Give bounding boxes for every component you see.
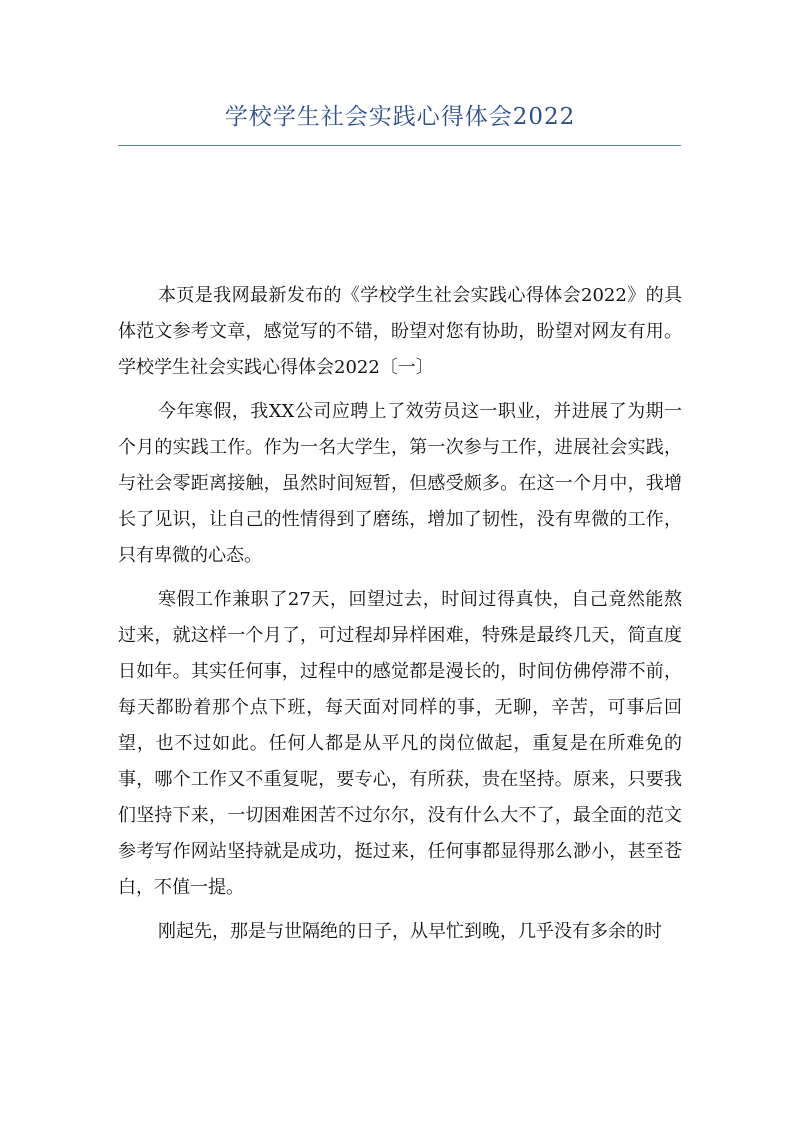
document-title: 学校学生社会实践心得体会2022 [224,104,576,130]
document-body [118,278,682,958]
title-underline [118,145,681,146]
paragraph-beginning: 刚起先，那是与世隔绝的日子，从早忙到晚，几乎没有多余的时 [158,921,662,942]
paragraph-reflection: 寒假工作兼职了27天，回望过去，时间过得真快，自己竟然能熬过来，就这样一个月了，可过程却异样困难，特殊是最终几天，简直度日如年。其实任何事，过程中的感觉都是漫长的，时间仿佛停滞不前，每天都盼着那个点下班，每天面对同样的事，无聊，辛苦，可事后回望，也不过如此。任何人都是从平凡的岗位做起，重复是在所难免的事，哪个工作又不重复呢，要专心，有所获，贵在坚持。原来，只要我们坚持下来，一切困难困苦不过尔尔，没有什么大不了，最全面的范文参考写作网站坚持就是成功，挺过来，任何事都显得那么渺小，甚至苍白，不值一提。 [118,589,682,898]
paragraph-intro: 本页是我网最新发布的《学校学生社会实践心得体会2022》的具体范文参考文章，感觉写的不错，盼望对您有协助，盼望对网友有用。学校学生社会实践心得体会2022〔一〕 [118,285,682,378]
paragraph-winter-job: 今年寒假，我XX公司应聘上了效劳员这一职业，并进展了为期一个月的实践工作。作为一名大学生，第一次参与工作，进展社会实践，与社会零距离接触，虽然时间短暂，但感受颇多。在这一个月中，我增长了见识，让自己的性情得到了磨练，增加了韧性，没有卑微的工作，只有卑微的心态。 [118,401,682,566]
